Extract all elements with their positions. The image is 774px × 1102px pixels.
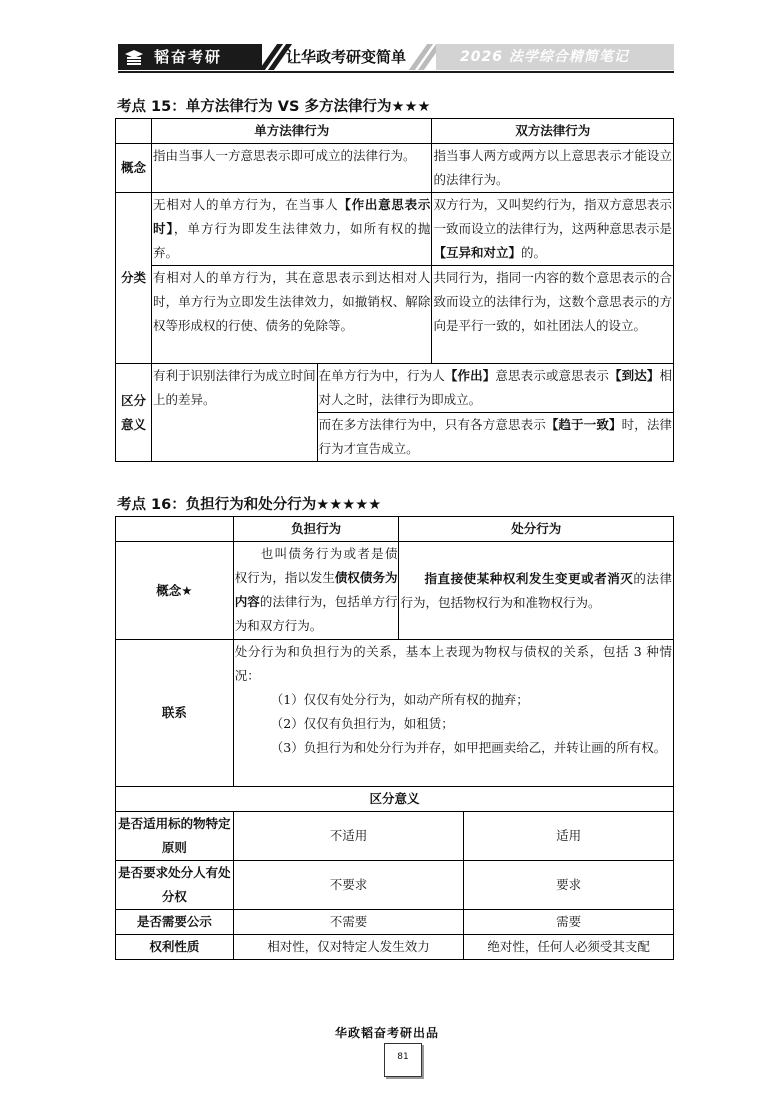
col-header-disposal: 处分行为: [399, 517, 674, 542]
header-rule: [118, 71, 674, 73]
page-number: 81: [384, 1043, 422, 1077]
relation-item: （1）仅仅有处分行为，如动产所有权的抛弃；: [270, 692, 529, 707]
section-15-title: 考点 15：单方法律行为 VS 多方法律行为★★★: [117, 99, 431, 115]
difference-disposal: 需要: [464, 910, 674, 935]
difference-row: [116, 910, 674, 935]
difference-disposal: 绝对性，任何人必须受其支配: [464, 935, 674, 960]
difference-disposal: 适用: [464, 812, 674, 861]
classification-row-1: [116, 193, 674, 266]
significance-multilateral: 而在多方法律行为中，只有各方意思表示【趋于一致】时，法律行为才宣告成立。: [317, 413, 673, 462]
col-header-bilateral: 双方法律行为: [432, 119, 674, 144]
book-logo-icon: [124, 48, 144, 65]
significance-left: 有利于识别法律行为成立时间上的差异。: [151, 364, 317, 462]
class-unilateral-with-counterpart: 有相对人的单方行为，其在意思表示到达相对人时，单方行为立即发生法律效力，如撤销权、解除权等形成权的行使、债务的免除等。: [151, 266, 431, 364]
relation-content: [233, 640, 673, 787]
difference-burden: 不要求: [233, 861, 464, 910]
table-header-row: [116, 517, 674, 542]
difference-burden: 不需要: [233, 910, 464, 935]
corner-cell: [116, 517, 234, 542]
concept-unilateral: 指由当事人一方意思表示即可成立的法律行为。: [151, 144, 431, 193]
significance-unilateral: 在单方行为中，行为人【作出】意思表示或意思表示【到达】相对人之时，法律行为即成立。: [317, 364, 673, 413]
classification-row-2: [116, 266, 674, 364]
col-header-burden: 负担行为: [233, 517, 399, 542]
difference-title: 区分意义: [116, 787, 674, 812]
section-16-title: 考点 16：负担行为和处分行为★★★★★: [117, 497, 382, 513]
header-slogan: 让华政考研变简单: [286, 48, 407, 66]
series-title: 2026 法学综合精简笔记: [460, 49, 629, 65]
unilateral-vs-bilateral-table: [115, 118, 674, 462]
concept-bilateral: 指当事人两方或两方以上意思表示才能设立的法律行为。: [432, 144, 674, 193]
publisher-footer: 华政韬奋考研出品: [334, 1026, 439, 1040]
difference-row: [116, 812, 674, 861]
header-banner: [118, 44, 674, 70]
burden-vs-disposal-table: [115, 516, 674, 960]
corner-cell: [116, 119, 152, 144]
difference-label: 是否适用标的物特定原则: [116, 812, 234, 861]
row-label-classification: 分类: [116, 193, 152, 364]
series-block: [436, 44, 674, 70]
difference-burden: 相对性，仅对特定人发生效力: [233, 935, 464, 960]
difference-label: 是否需要公示: [116, 910, 234, 935]
significance-row-1: [116, 364, 674, 413]
difference-title-row: [116, 787, 674, 812]
row-label-concept: 概念★: [116, 542, 234, 640]
difference-label: 是否要求处分人有处分权: [116, 861, 234, 910]
row-label-significance: 区分意义: [116, 364, 152, 462]
relation-row: [116, 640, 674, 787]
difference-row: [116, 935, 674, 960]
concept-burden: 也叫债务行为或者是债权行为，指以发生债权债务为内容的法律行为，包括单方行为和双方行为。: [233, 542, 399, 640]
relation-item: （3）负担行为和处分行为并存，如甲把画卖给乙，并转让画的所有权。: [270, 740, 667, 755]
concept-disposal: 指直接使某种权利发生变更或者消灭的法律行为，包括物权行为和准物权行为。: [399, 542, 674, 640]
row-label-relation: 联系: [116, 640, 234, 787]
concept-row: [116, 542, 674, 640]
difference-disposal: 要求: [464, 861, 674, 910]
class-unilateral-no-counterpart: 无相对人的单方行为，在当事人【作出意思表示时】，单方行为即发生法律效力，如所有权的抛弃。: [151, 193, 431, 266]
col-header-unilateral: 单方法律行为: [151, 119, 431, 144]
brand-block: [118, 44, 262, 70]
difference-label: 权利性质: [116, 935, 234, 960]
class-joint-act: 共同行为，指同一内容的数个意思表示的合致而设立的法律行为，这数个意思表示的方向是平行一致的，如社团法人的设立。: [432, 266, 674, 364]
difference-row: [116, 861, 674, 910]
difference-burden: 不适用: [233, 812, 464, 861]
row-label-concept: 概念: [116, 144, 152, 193]
relation-intro: 处分行为和负担行为的关系，基本上表现为物权与债权的关系，包括 3 种情况：: [234, 644, 672, 683]
class-bilateral-contract: 双方行为，又叫契约行为，指双方意思表示一致而设立的法律行为，这两种意思表示是【互异和对立】的。: [432, 193, 674, 266]
brand-name: 韬奋考研: [154, 48, 223, 66]
relation-item: （2）仅仅有负担行为，如租赁；: [270, 716, 454, 731]
table-header-row: [116, 119, 674, 144]
concept-row: [116, 144, 674, 193]
